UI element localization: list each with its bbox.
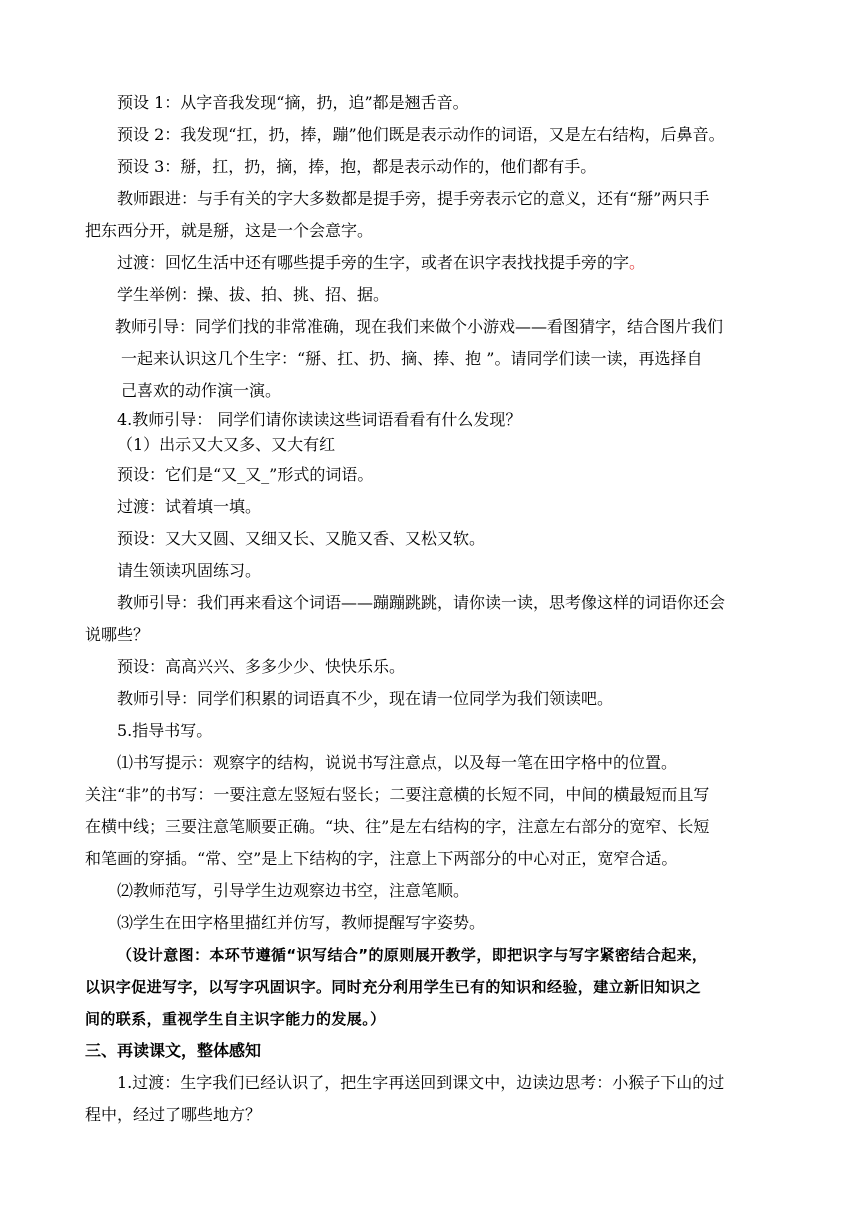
writing-focus-line-2: 在横中线；三要注意笔顺要正确。“块、往”是左右结构的字，注意左右部分的宽窄、长短 [85,817,710,836]
teacher-followup-line: 教师跟进：与手有关的字大多数都是提手旁，提手旁表示它的意义，还有“掰”两只手 [117,189,710,208]
writing-focus-line-1: 关注“非”的书写：一要注意左竖短右竖长；二要注意横的长短不同，中间的横最短而且写 [85,785,710,804]
student-examples-line: 学生举例：操、拔、拍、挑、招、据。 [117,285,390,304]
teacher-guide-line: 教师引导：同学们找的非常准确，现在我们来做个小游戏——看图猜字，结合图片我们 [115,317,724,336]
teacher-guide-reduplication-continued: 说哪些？ [85,625,150,644]
writing-focus-line-3: 和笔画的穿插。“常、空”是上下结构的字，注意上下两部分的中心对正，宽窄合适。 [85,849,678,868]
preset-2-line: 预设 2：我发现“扛，扔，捧，蹦”他们既是表示动作的词语，又是左右结构，后鼻音。 [117,125,725,144]
teacher-followup-continued: 把东西分开，就是掰，这是一个会意字。 [85,221,374,240]
teacher-guide-continued-1: 一起来认识这几个生字：“掰、扛、扔、摘、捧、抱 ”。请同学们读一读，再选择自 [121,349,703,368]
reread-transition-continued: 程中，经过了哪些地方？ [85,1105,262,1124]
design-intent-line-3: 间的联系，重视学生自主识字能力的发展。） [85,1010,386,1028]
teacher-guide-summary-line: 教师引导：同学们积累的词语真不少，现在请一位同学为我们领读吧。 [117,689,614,708]
lead-reading-line: 请生领读巩固练习。 [117,561,262,580]
design-intent-line-2: 以识字促进写字，以写字巩固识字。同时充分利用学生已有的知识和经验，建立新旧知识之 [85,978,702,996]
teacher-demo-line: ⑵教师范写，引导学生边观察边书空，注意笔顺。 [117,881,470,900]
reread-transition-line: 1.过渡：生字我们已经认识了，把生字再送回到课文中，边读边思考：小猴子下山的过 [117,1073,725,1092]
student-practice-line: ⑶学生在田字格里描红并仿写，教师提醒写字姿势。 [117,913,486,932]
step-5-line: 5.指导书写。 [117,721,213,740]
preset-3-line: 预设 3：掰，扛，扔，摘，捧，抱，都是表示动作的，他们都有手。 [117,157,597,176]
red-period-mark: 。 [629,253,646,272]
transition-line [117,253,645,273]
design-intent-line-1: （设计意图：本环节遵循“识写结合”的原则展开教学，即把识字与写字紧密结合起来， [117,946,708,964]
preset-1-line: 预设 1：从字音我发现“摘，扔，追”都是翘舌音。 [117,93,469,112]
transition-text: 过渡：回忆生活中还有哪些提手旁的生字，或者在识字表找找提手旁的字 [117,253,630,272]
step-4-line: 4.教师引导： 同学们请你读读这些词语看看有什么发现？ [117,410,522,429]
preset-examples-line: 预设：又大又圆、又细又长、又脆又香、又松又软。 [117,529,486,548]
section-heading: 三、再读课文，整体感知 [85,1041,262,1060]
preset-pattern-line: 预设：它们是“又_又_”形式的词语。 [117,465,374,484]
preset-reduplication-line: 预设：高高兴兴、多多少少、快快乐乐。 [117,657,406,676]
teacher-guide-continued-2: 己喜欢的动作演一演。 [121,381,282,400]
fill-in-transition-line: 过渡：试着填一填。 [117,497,262,516]
show-words-line: （1）出示又大又多、又大有红 [117,435,336,454]
teacher-guide-reduplication-line: 教师引导：我们再来看这个词语——蹦蹦跳跳，请你读一读，思考像这样的词语你还会 [117,593,726,612]
writing-tip-line: ⑴书写提示：观察字的结构，说说书写注意点，以及每一笔在田字格中的位置。 [117,753,678,772]
